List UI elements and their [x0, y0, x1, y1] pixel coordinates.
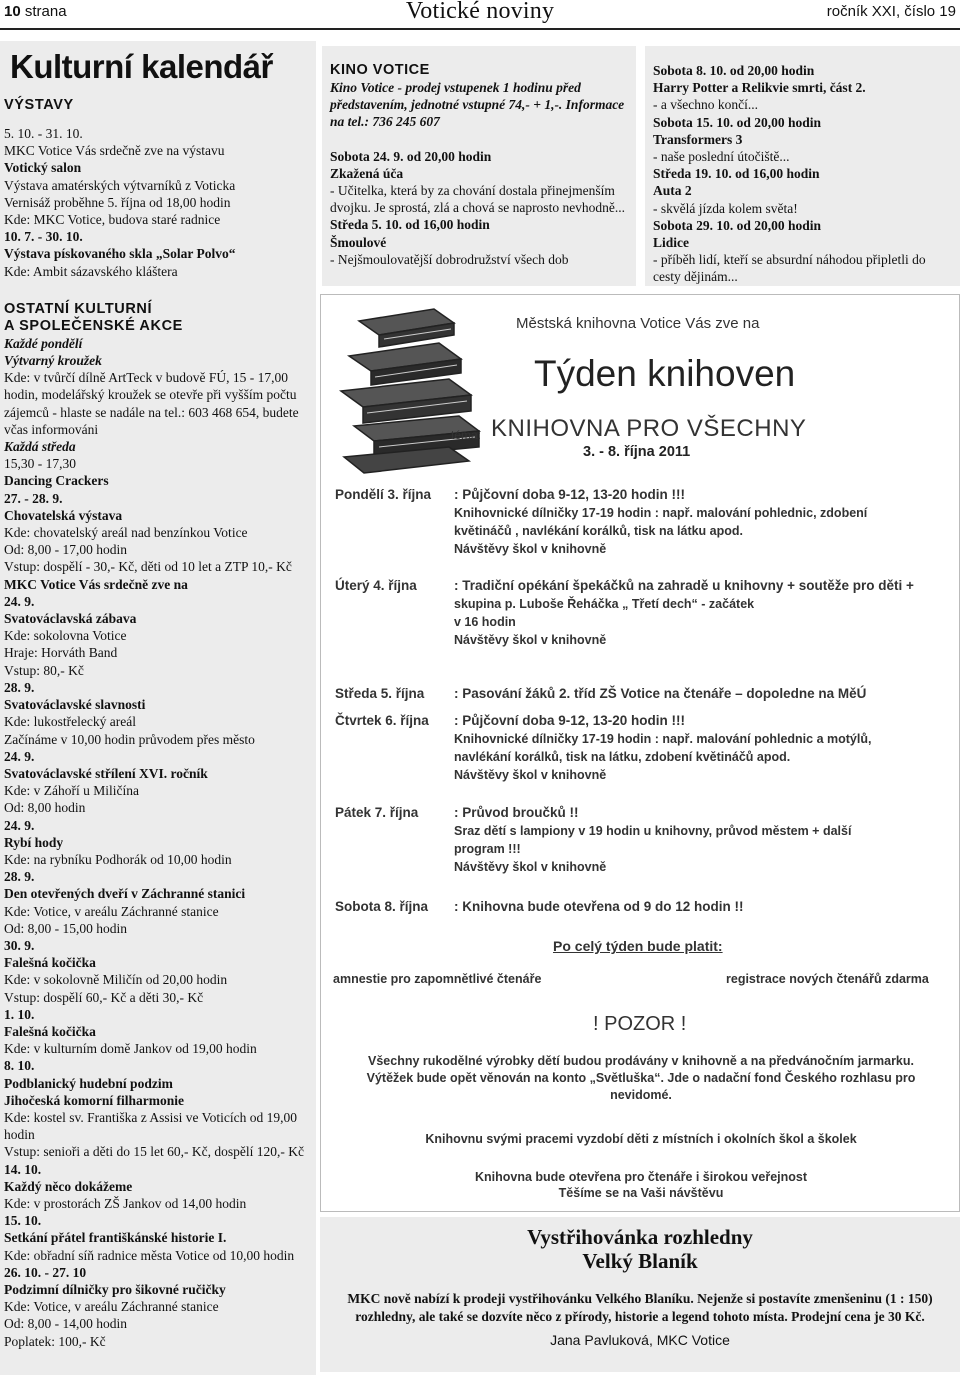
text-line: Svatováclavské střílení XVI. ročník	[4, 765, 208, 781]
cinema-box-continued	[645, 46, 960, 286]
books-icon	[329, 301, 504, 481]
text-line: - skvělá jízda kolem světa!	[653, 200, 798, 216]
text-line: 15,30 - 17,30	[4, 456, 76, 472]
poster-day-text: : Půjčovní doba 9-12, 13-20 hodin !!!	[454, 713, 686, 728]
text-line: Kde: v tvůrčí dílně ArtTeck v budově FÚ, 15 - 17,00 hodin, modelářský kroužek se otevře při vyšším počtu zájemců - hlaste se nadále na tel.: 603 468 654, budete včas informováni	[4, 370, 299, 437]
poster-day-detail: v 16 hodin	[454, 615, 516, 629]
text-line: - naše poslední útočiště...	[653, 149, 790, 165]
poster-day-row	[335, 711, 685, 730]
poster-day-label: Pátek 7. října	[335, 805, 419, 820]
poster-day-detail: Sraz dětí s lampiony v 19 hodin u knihovny, průvod městem + další	[454, 824, 852, 838]
text-line: Kde: Ambit sázavského kláštera	[4, 263, 178, 279]
text-line: Sobota 24. 9. od 20,00 hodin	[330, 148, 492, 164]
text-line: Svatováclavské slavnosti	[4, 697, 146, 713]
text-line: Šmoulové	[330, 234, 387, 250]
text-line: Kde: lukostřelecký areál	[4, 714, 136, 730]
text-line: Setkání přátel františkánské historie I.	[4, 1230, 227, 1246]
text-line: Výstava pískovaného skla „Solar Polvo“	[4, 246, 236, 262]
text-line: 14. 10.	[4, 1161, 42, 1177]
text-line: Od: 8,00 - 14,00 hodin	[4, 1316, 127, 1332]
text-line: Začínáme v 10,00 hodin průvodem přes město	[4, 731, 255, 747]
text-line: Vstup: dospělí - 30,- Kč, děti od 10 let a ZTP 10,- Kč	[4, 559, 292, 575]
poster-all-week: Po celý týden bude platit:	[553, 938, 723, 954]
page-header	[0, 0, 960, 28]
text-line: 28. 9.	[4, 869, 35, 885]
text-line: Rybí hody	[4, 834, 64, 850]
poster-decoration: Knihovnu svými pracemi vyzdobí děti z místních i okolních škol a školek	[425, 1132, 857, 1146]
poster-theme: KNIHOVNA PRO VŠECHNY	[491, 415, 807, 442]
poster-day-row	[335, 576, 914, 595]
section-exhibitions: VÝSTAVY	[4, 97, 74, 113]
blanik-box	[320, 1217, 960, 1372]
text-line: Každá středa	[4, 439, 76, 455]
poster-registration: registrace nových čtenářů zdarma	[726, 972, 929, 986]
text-line: Jihočeská komorní filharmonie	[4, 1092, 185, 1108]
text-line: Středa 19. 10. od 16,00 hodin	[653, 166, 820, 182]
poster-day-row	[335, 485, 685, 504]
text-line: 15. 10.	[4, 1213, 42, 1229]
text-line: Kde: sokolovna Votice	[4, 628, 127, 644]
poster-day-detail: Knihovnické dílničky 17-19 hodin : např. malování pohlednic, zdobení	[454, 506, 868, 520]
poster-day-label: Sobota 8. října	[335, 899, 429, 914]
text-line: Kde: na rybníku Podhorák od 10,00 hodin	[4, 851, 232, 867]
poster-invite: Městská knihovna Votice Vás zve na	[516, 315, 760, 332]
poster-day-row	[335, 897, 744, 916]
poster-day-detail: skupina p. Luboše Řeháčka „ Třetí dech“ - začátek	[454, 597, 755, 611]
poster-attention: ! POZOR !	[593, 1013, 687, 1035]
poster-day-row	[335, 803, 579, 822]
text-line: 28. 9.	[4, 679, 35, 695]
header-rule	[0, 28, 960, 30]
poster-open-2: Těšíme se na Vaši návštěvu	[558, 1186, 724, 1200]
poster-day-text: : Tradiční opékání špekáčků na zahradě u knihovny + soutěže pro děti +	[454, 578, 914, 593]
text-line: - Nejšmoulovatější dobrodružství všech dob	[330, 251, 569, 267]
poster-day-text: : Průvod broučků !!	[454, 805, 579, 820]
text-line: 8. 10.	[4, 1058, 35, 1074]
text-line: Kde: Votice, v areálu Záchranné stanice	[4, 903, 219, 919]
text-line: Každý něco dokážeme	[4, 1178, 133, 1194]
text-line: 27. - 28. 9.	[4, 490, 63, 506]
text-line: Podzimní dílničky pro šikovné ručičky	[4, 1282, 226, 1297]
issue-info: ročník XXI, číslo 19	[826, 3, 956, 20]
library-week-poster	[320, 294, 960, 1212]
text-line: Falešná kočička	[4, 955, 96, 971]
poster-amnesty: amnestie pro zapomnětlivé čtenáře	[333, 972, 542, 986]
text-line: Harry Potter a Relikvie smrti, část 2.	[653, 80, 866, 96]
page-number: 10 strana	[4, 3, 67, 20]
text-line: Vstup: 80,- Kč	[4, 662, 84, 678]
text-line: 26. 10. - 27. 10	[4, 1264, 87, 1280]
text-line: 30. 9.	[4, 937, 35, 953]
cinema-box	[322, 46, 636, 286]
poster-day-label: Čtvrtek 6. října	[335, 713, 429, 728]
text-line: Kde: v Záhoří u Miličína	[4, 783, 139, 799]
newspaper-title: Votické noviny	[405, 0, 555, 24]
poster-day-detail: Návštěvy škol v knihovně	[454, 768, 607, 782]
cinema-program-1	[330, 148, 628, 268]
poster-fair-1: Všechny rukodělné výrobky dětí budou prodávány v knihovně a na předvánočním jarmarku.	[368, 1054, 914, 1068]
text-line: Zkažená úča	[330, 165, 404, 181]
text-line: 10. 7. - 30. 10.	[4, 229, 83, 245]
poster-day-label: Úterý 4. října	[335, 578, 417, 593]
text-line: Falešná kočička	[4, 1023, 96, 1039]
text-line: Kde: Votice, v areálu Záchranné stanice	[4, 1299, 219, 1315]
text-line: 24. 9.	[4, 817, 35, 833]
calendar-title: Kulturní kalendář	[10, 48, 273, 85]
blanik-title-1: Vystřihovánka rozhledny	[527, 1225, 753, 1249]
text-line: Votický salon	[4, 160, 82, 176]
text-line: Kde: v kulturním domě Jankov od 19,00 hodin	[4, 1041, 257, 1057]
blanik-title-2: Velký Blaník	[582, 1249, 698, 1273]
poster-day-label: Pondělí 3. října	[335, 487, 432, 502]
poster-fair-2: Výtěžek bude opět věnován na konto „Světluška“. Jde o nadační fond Českého rozhlasu pro	[366, 1071, 916, 1085]
text-line: Kde: v prostorách ZŠ Jankov od 14,00 hodin	[4, 1195, 247, 1211]
text-line: Sobota 29. 10. od 20,00 hodin	[653, 217, 822, 233]
text-line: Sobota 8. 10. od 20,00 hodin	[653, 63, 815, 78]
text-line: 24. 9.	[4, 593, 35, 609]
poster-day-row	[335, 684, 866, 703]
text-line: Poplatek: 100,- Kč	[4, 1333, 106, 1349]
events-list	[4, 335, 312, 1350]
text-line: Kde: v sokolovně Miličín od 20,00 hodin	[4, 972, 228, 988]
blanik-text: MKC nově nabízí k prodeji vystřihovánku Velkého Blaníku. Nejenže si postavíte zmenšeninu (1 : 150) rozhledny, ale také se dozvíte něco z přírody, historie a legend tohoto místa. Prodejní cena je 30 Kč.	[347, 1291, 933, 1324]
text-line: Středa 5. 10. od 16,00 hodin	[330, 217, 490, 233]
text-line: Podblanický hudební podzim	[4, 1075, 173, 1091]
text-line: Chovatelská výstava	[4, 507, 123, 523]
text-line: Sobota 15. 10. od 20,00 hodin	[653, 114, 822, 130]
section-other-events-2: A SPOLEČENSKÉ AKCE	[4, 317, 183, 334]
text-line: Den otevřených dveří v Záchranné stanici	[4, 886, 246, 902]
blanik-author: Jana Pavluková, MKC Votice	[550, 1332, 730, 1348]
poster-day-detail: Knihovnické dílničky 17-19 hodin : např. malování pohlednic a motýlů,	[454, 732, 872, 746]
text-line: Kde: kostel sv. Františka z Assisi ve Voticích od 19,00 hodin	[4, 1109, 297, 1143]
text-line: 24. 9.	[4, 748, 35, 764]
cinema-title: KINO VOTICE	[330, 62, 430, 78]
text-line: 5. 10. - 31. 10.	[4, 126, 83, 141]
text-line: Od: 8,00 - 15,00 hodin	[4, 920, 127, 936]
cinema-intro: Kino Votice - prodej vstupenek 1 hodinu před představením, jednotné vstupné 74,- + 1,-. Informace na tel.: 736 245 607	[330, 80, 625, 130]
poster-title: Týden knihoven	[534, 353, 796, 394]
poster-day-detail: Návštěvy škol v knihovně	[454, 633, 607, 647]
text-line: Výstava amatérských výtvarníků z Voticka	[4, 177, 236, 193]
poster-day-text: : Pasování žáků 2. tříd ZŠ Votice na čtenáře – dopoledne na MěÚ	[454, 686, 867, 701]
poster-day-detail: květináčů , navlékání korálků, tisk na látku apod.	[454, 524, 743, 538]
poster-day-detail: Návštěvy škol v knihovně	[454, 542, 607, 556]
text-line: Vernisáž proběhne 5. října od 18,00 hodin	[4, 194, 231, 210]
text-line: MKC Votice Vás srdečně zve na výstavu	[4, 143, 225, 159]
poster-day-detail: Návštěvy škol v knihovně	[454, 860, 607, 874]
cinema-program-2	[653, 62, 952, 286]
culture-calendar	[0, 41, 316, 1375]
text-line: - a všechno končí...	[653, 97, 758, 113]
text-line: 1. 10.	[4, 1006, 35, 1022]
text-line: Lidice	[653, 235, 689, 251]
text-line: Kde: MKC Votice, budova staré radnice	[4, 212, 221, 228]
text-line: MKC Votice Vás srdečně zve na	[4, 576, 188, 592]
text-line: Od: 8,00 hodin	[4, 800, 86, 816]
text-line: - Učitelka, která by za chování dostala přinejmenším dvojku. Je sprostá, zlá a chová se naprosto nevhodně...	[330, 183, 626, 216]
text-line: Výtvarný kroužek	[4, 353, 102, 369]
text-line: Kde: obřadní síň radnice města Votice od 10,00 hodin	[4, 1247, 295, 1263]
text-line: Svatováclavská zábava	[4, 611, 137, 627]
poster-fair-3: nevidomé.	[610, 1088, 672, 1102]
poster-day-label: Středa 5. října	[335, 686, 425, 701]
poster-theme-label: téma:	[451, 428, 482, 442]
text-line: Každé pondělí	[4, 335, 83, 351]
text-line: Dancing Crackers	[4, 473, 109, 489]
poster-day-text: : Knihovna bude otevřena od 9 do 12 hodin !!	[454, 899, 744, 914]
text-line: Od: 8,00 - 17,00 hodin	[4, 542, 127, 558]
text-line: - příběh lidí, kteří se absurdní náhodou připletli do cesty dějinám...	[653, 252, 926, 285]
text-line: Vstup: dospělí 60,- Kč a děti 30,- Kč	[4, 989, 204, 1005]
text-line: Hraje: Horváth Band	[4, 645, 118, 661]
poster-day-detail: navlékání korálků, tisk na látku, zdobení květináčů apod.	[454, 750, 791, 764]
poster-day-detail: program !!!	[454, 842, 521, 856]
text-line: Vstup: senioři a děti do 15 let 60,- Kč, dospělí 120,- Kč	[4, 1144, 304, 1160]
poster-dates: 3. - 8. října 2011	[583, 444, 691, 460]
poster-day-text: : Půjčovní doba 9-12, 13-20 hodin !!!	[454, 487, 686, 502]
text-line: Transformers 3	[653, 131, 743, 147]
exhibitions-list	[4, 125, 312, 280]
text-line: Kde: chovatelský areál nad benzínkou Votice	[4, 525, 248, 541]
poster-open-1: Knihovna bude otevřena pro čtenáře i širokou veřejnost	[474, 1170, 808, 1184]
text-line: Auta 2	[653, 183, 692, 199]
section-other-events: OSTATNÍ KULTURNÍ	[4, 300, 153, 317]
